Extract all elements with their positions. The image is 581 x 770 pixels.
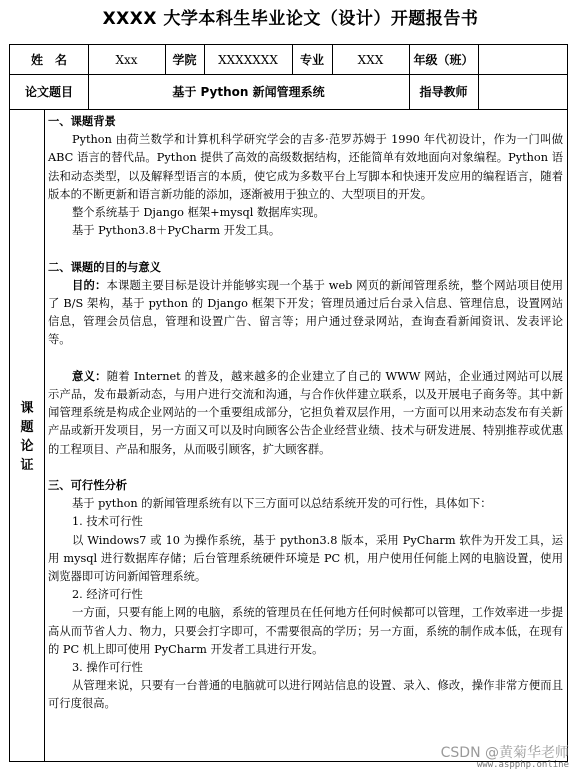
row-divider <box>10 109 567 110</box>
advisor-value <box>478 74 568 109</box>
grade-value <box>478 45 568 74</box>
section-heading: 三、可行性分析 <box>48 479 128 493</box>
major-value: XXX <box>357 52 384 67</box>
watermark: CSDN @黄菊华老师 <box>440 745 569 761</box>
major-label: 专业 <box>299 53 324 67</box>
side-label-cell <box>10 110 44 763</box>
name-value: Xxx <box>115 52 138 67</box>
college-label: 学院 <box>172 53 197 67</box>
watermark-url: www.aspphp.online <box>476 760 569 770</box>
spacer <box>48 240 563 258</box>
paragraph <box>48 277 563 350</box>
spacer <box>48 350 563 368</box>
paragraph: 整个系统基于 Django 框架+mysql 数据库实现。 <box>72 206 325 220</box>
subheading: 1. 技术可行性 <box>72 515 143 529</box>
grade-label: 年级（班） <box>413 53 474 67</box>
section-heading: 一、课题背景 <box>48 115 116 128</box>
paragraph: 基于 Python3.8＋PyCharm 开发工具。 <box>72 224 281 238</box>
side-label: 课题论证 <box>20 400 34 473</box>
significance-text: 随着 Internet 的普及，越来越多的企业建立了自己的 WWW 网站，企业通过网站可以展示产品，发布最新动态，与用户进行交流和沟通，与合作伙伴建立联系，以及开展电子商务等。其中新闻管理系统是构成企业网站的一个重要组成部分，它担负着双层作用，一方面可以用来动态发布有关新产品或新开发项目，另一方面又可以及时向顾客公告企业经营业绩、技术与研发进展、特别推荐或优惠的工程项目、产品和服务，从而吸引顾客，扩大顾客群。 <box>48 369 563 456</box>
significance-label: 意义： <box>72 369 107 383</box>
spacer <box>48 459 563 477</box>
paragraph: 以 Windows7 或 10 为操作系统，基于 python3.8 版本，采用 PyCharm 软件为开发工具，运用 mysql 进行数据库存储；后台管理系统硬件环境是 PC 机，用户使用任何能上网的电脑设置，使用浏览器即可访问新闻管理系统。 <box>48 533 563 584</box>
proposal-body <box>48 113 563 714</box>
column-divider <box>44 109 45 762</box>
paragraph: Python 由荷兰数学和计算机科学研究学会的吉多·范罗苏姆于 1990 年代初设计，作为一门叫做 ABC 语言的替代品。Python 提供了高效的高级数据结构，还能简单有效地面向对象编程。Python 语法和动态类型，以及解释型语言的本质，使它成为多数平台上写脚本和快速开发应用的编程语言，随着版本的不断更新和语言新功能的添加，逐渐被用于独立的、大型项目的开发。 <box>48 133 563 201</box>
name-label: 姓 名 <box>30 53 67 67</box>
subheading: 2. 经济可行性 <box>72 588 143 602</box>
college-value: XXXXXXX <box>218 52 278 67</box>
goal-text: 本课题主要目标是设计并能够实现一个基于 web 网页的新闻管理系统，整个网站项目使用了 B/S 架构，基于 python 的 Django 框架下开发；管理员通过后台录入信息、管理信息，设置网站信息，管理会员信息，管理和设置广告、留言等；用户通过登录网站，查询查看新闻资讯、发表评论等。 <box>48 278 563 347</box>
paragraph: 一方面，只要有能上网的电脑，系统的管理员在任何地方任何时候都可以管理，工作效率进一步提高从而节省人力、物力，只要会打字即可，不需要很高的学历；另一方面，系统的制作成本低，在现有的 PC 机上即可使用 PyCharm 开发者工具进行开发。 <box>48 606 563 656</box>
section-heading: 二、课题的目的与意义 <box>48 260 161 274</box>
topic-value: 基于 Python 新闻管理系统 <box>172 85 325 99</box>
proposal-table <box>9 44 568 762</box>
document-title: XXXX 大学本科生毕业论文（设计）开题报告书 <box>102 9 479 29</box>
topic-label: 论文题目 <box>24 85 73 99</box>
paragraph: 从管理来说，只要有一台普通的电脑就可以进行网站信息的设置、录入、修改，操作非常方便而且可行度很高。 <box>48 679 563 711</box>
paragraph: 基于 python 的新闻管理系统有以下三方面可以总结系统开发的可行性，具体如下： <box>72 497 492 511</box>
advisor-label: 指导教师 <box>419 85 468 99</box>
goal-label: 目的： <box>72 278 107 292</box>
paragraph <box>48 368 563 459</box>
subheading: 3. 操作可行性 <box>72 661 143 675</box>
